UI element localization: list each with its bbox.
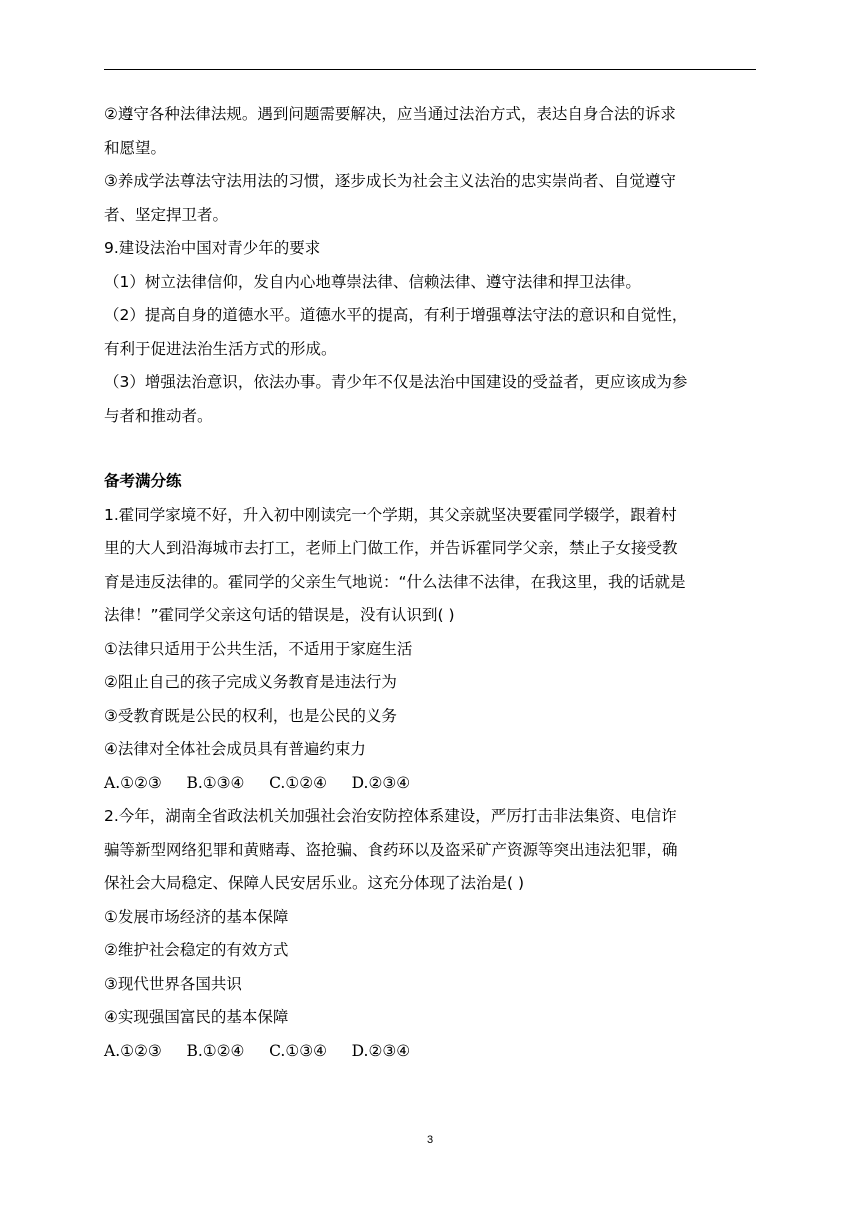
question-item: ②维护社会稳定的有效方式 (104, 941, 289, 959)
section-line: 有利于促进法治生活方式的形成。 (104, 339, 337, 358)
header-rule (104, 69, 756, 70)
question-stem: 保社会大局稳定、保障人民安居乐业。这充分体现了法治是( ) (104, 874, 525, 892)
question-item: ①发展市场经济的基本保障 (104, 907, 289, 926)
question-item: ②阻止自己的孩子完成义务教育是违法行为 (104, 673, 397, 691)
answer-options: A.①②③ B.①②④ C.①③④ D.②③④ (104, 1041, 411, 1060)
section-line: （3）增强法治意识，依法办事。青少年不仅是法治中国建设的受益者，更应该成为参 (104, 373, 688, 391)
section-line: （2）提高自身的道德水平。道德水平的提高，有利于增强尊法守法的意识和自觉性， (104, 306, 688, 324)
section-line: （1）树立法律信仰，发自内心地尊崇法律、信赖法律、遵守法律和捍卫法律。 (104, 272, 641, 291)
page-number: 3 (426, 1134, 434, 1146)
question-item: ④实现强国富民的基本保障 (104, 1008, 289, 1026)
practice-heading: 备考满分练 (104, 472, 182, 490)
answer-options: A.①②③ B.①③④ C.①②④ D.②③④ (104, 773, 411, 792)
question-item: ①法律只适用于公共生活，不适用于家庭生活 (104, 639, 413, 658)
question-item: ④法律对全体社会成员具有普遍约束力 (104, 740, 366, 758)
point-line: ②遵守各种法律法规。遇到问题需要解决，应当通过法治方式，表达自身合法的诉求 (104, 105, 676, 123)
question-stem: 里的大人到沿海城市去打工，老师上门做工作，并告诉霍同学父亲，禁止子女接受教 (104, 539, 678, 557)
section-title: 9.建设法治中国对青少年的要求 (104, 239, 321, 257)
section-gap (104, 433, 764, 465)
point-line: 者、坚定捍卫者。 (104, 205, 229, 224)
question-stem: 2.今年，湖南全省政法机关加强社会治安防控体系建设，严厉打击非法集资、电信诈 (104, 807, 677, 825)
question-item: ③现代世界各国共识 (104, 974, 242, 993)
question-stem: 育是违反法律的。霍同学的父亲生气地说：“什么法律不法律，在我这里，我的话就是 (104, 572, 686, 591)
question-stem: 法律！”霍同学父亲这句话的错误是，没有认识到( ) (104, 606, 455, 624)
section-line: 与者和推动者。 (104, 406, 213, 425)
point-line: ③养成学法尊法守法用法的习惯，逐步成长为社会主义法治的忠实崇尚者、自觉遵守 (104, 172, 676, 190)
point-line: 和愿望。 (104, 138, 167, 157)
question-stem: 骗等新型网络犯罪和黄赌毒、盗抢骗、食药环以及盗采矿产资源等突出违法犯罪，确 (104, 840, 678, 859)
question-stem: 1.霍同学家境不好，升入初中刚读完一个学期，其父亲就坚决要霍同学辍学，跟着村 (104, 505, 677, 524)
page-content (104, 98, 764, 1068)
question-item: ③受教育既是公民的权利，也是公民的义务 (104, 706, 397, 725)
